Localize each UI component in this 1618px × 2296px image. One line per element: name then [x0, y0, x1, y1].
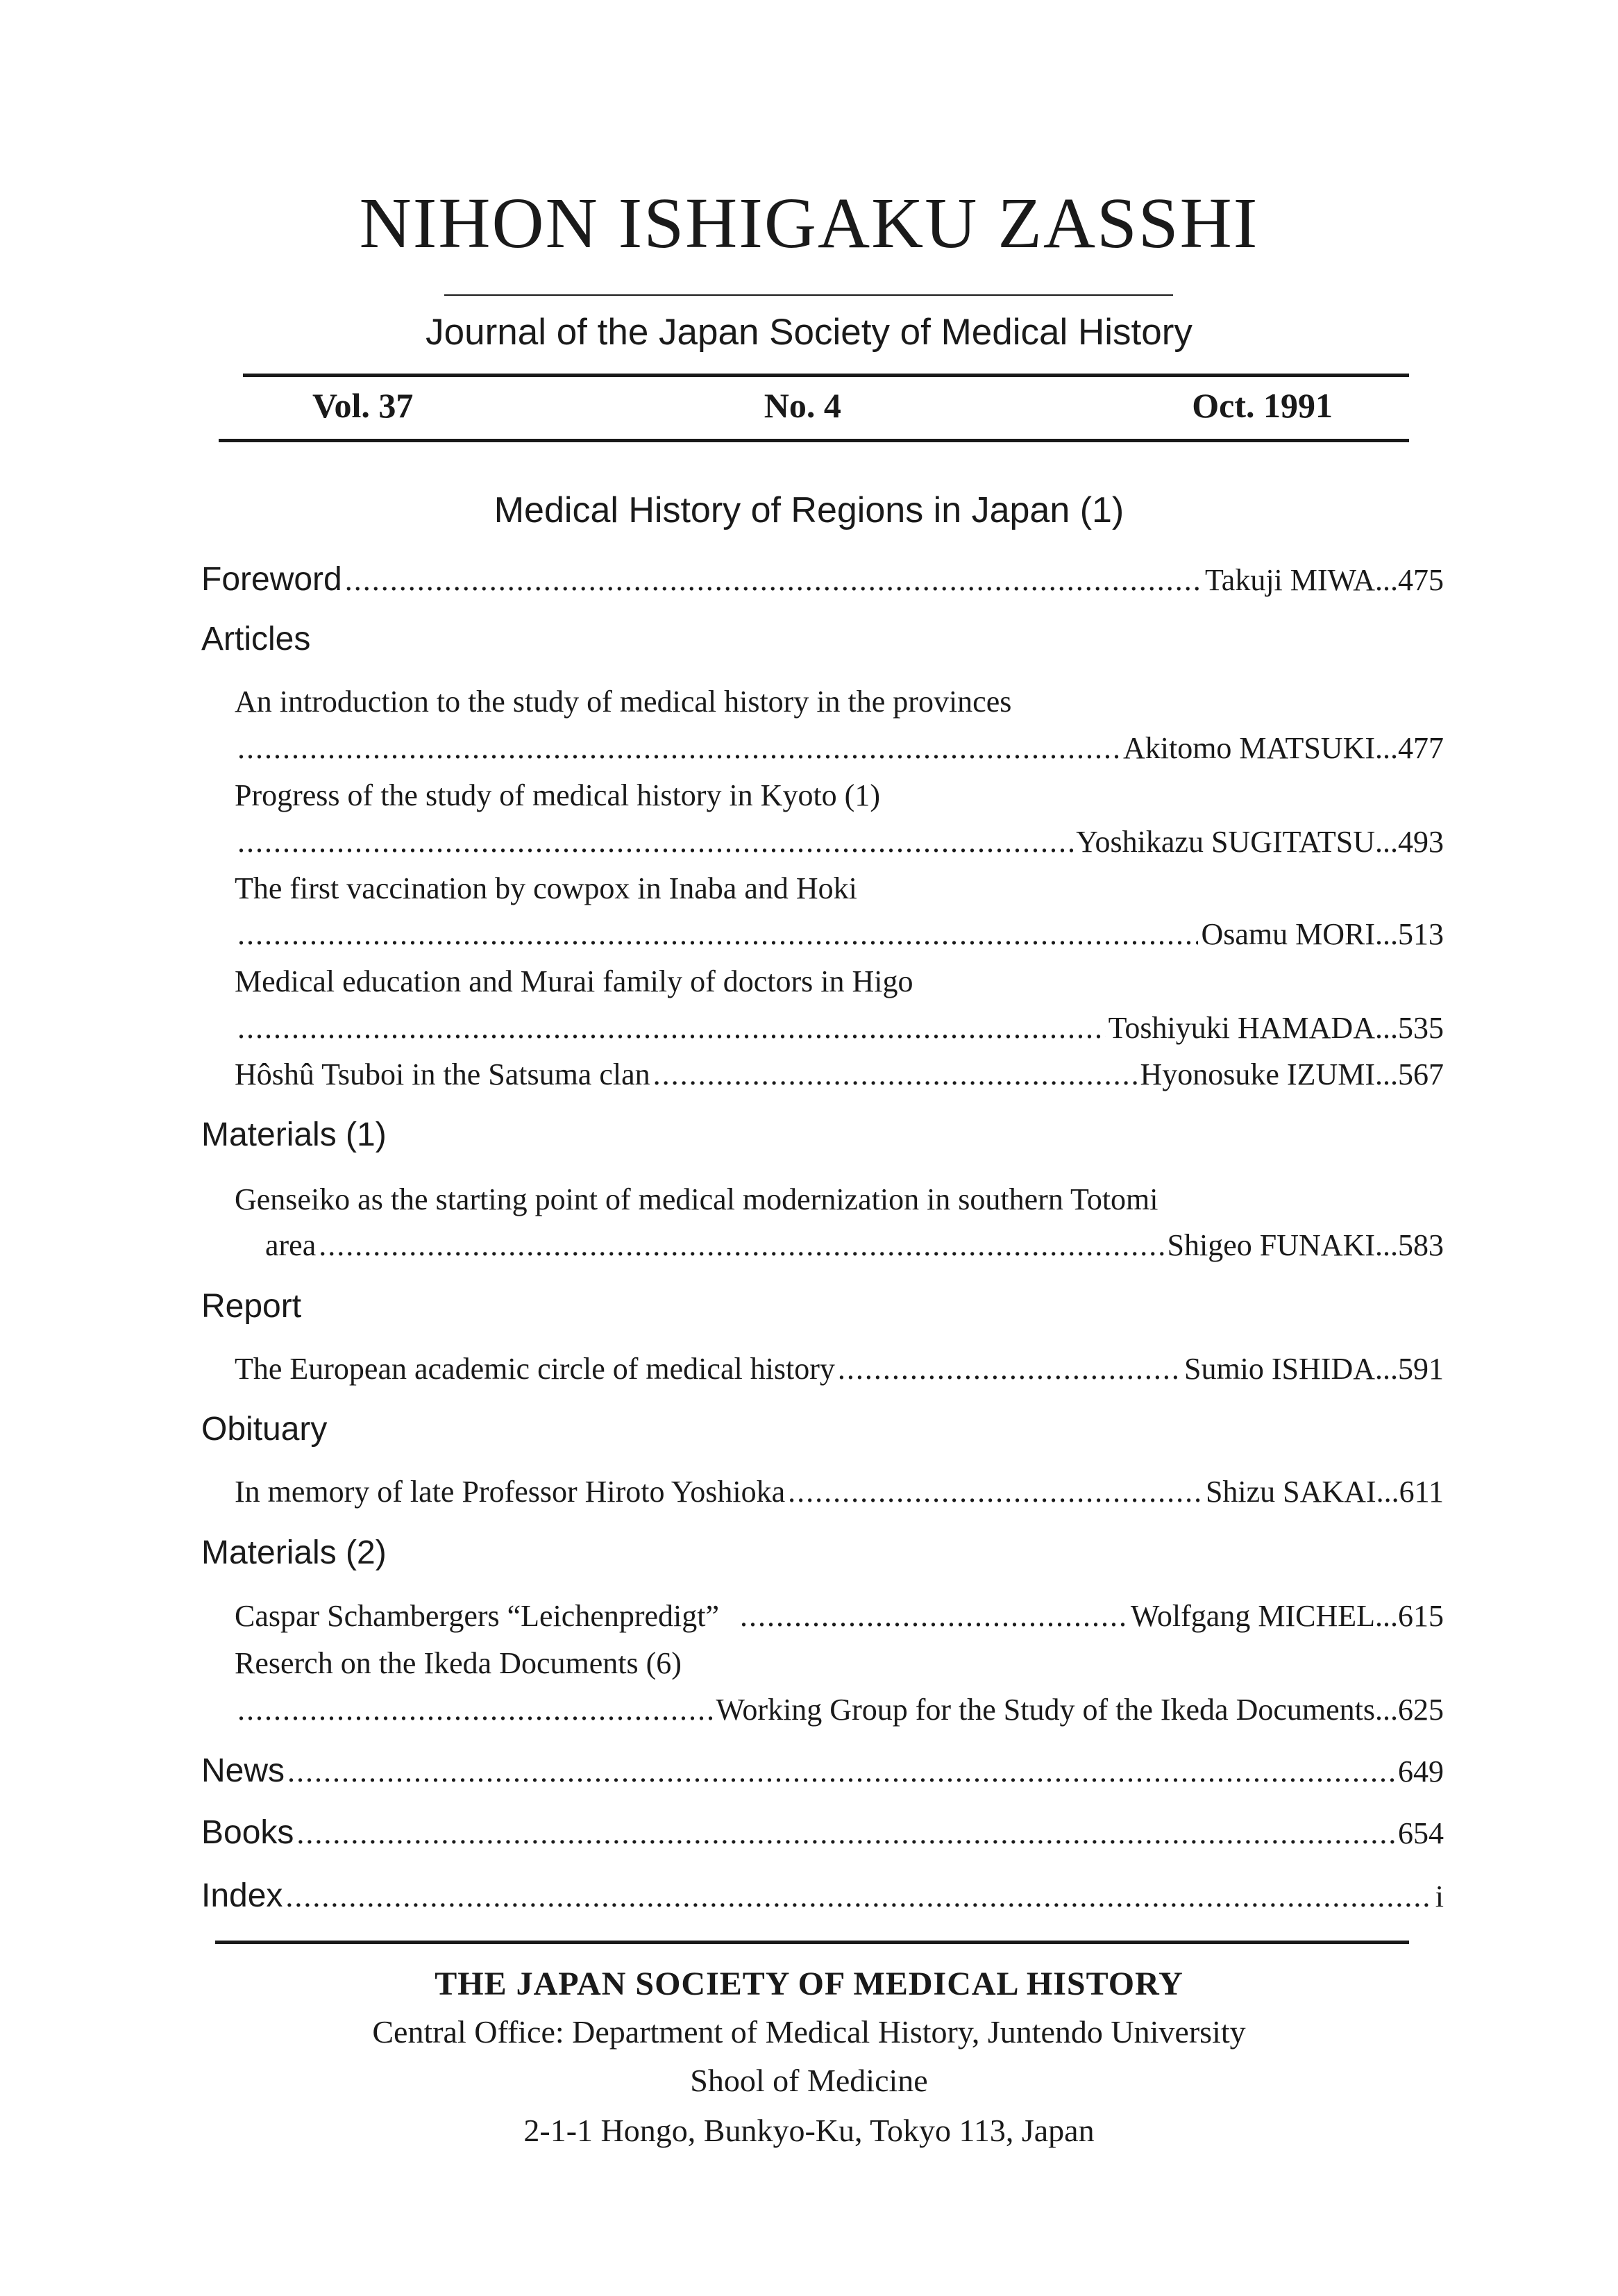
toc-entry: Hôshû Tsuboi in the Satsuma clan ..... Hyonosuke IZUMI ... 567 [235, 1057, 1444, 1093]
article-page: 567 [1398, 1057, 1444, 1091]
dot-leader [345, 562, 1202, 599]
materials2-title: Caspar Schambergers “Leichenpredigt” [235, 1599, 720, 1633]
foreword-page: 475 [1398, 563, 1444, 597]
article-author: Osamu MORI [1201, 917, 1375, 951]
toc-foreword: Foreword ..... Takuji MIWA ... 475 [201, 560, 1444, 600]
dot-leader [319, 1227, 1164, 1264]
article-author: Yoshikazu SUGITATSU [1076, 825, 1375, 859]
toc-entry: ..... Toshiyuki HAMADA ... 535 [235, 1010, 1444, 1047]
materials1-title-cont: area [265, 1228, 317, 1262]
article-title: Progress of the study of medical history in Kyoto (1) [235, 778, 880, 812]
materials1-author: Shigeo FUNAKI [1167, 1228, 1375, 1262]
books-page: 654 [1398, 1816, 1444, 1850]
article-title: An introduction to the study of medical history in the provinces [235, 685, 1012, 719]
dot-leader [237, 1010, 1106, 1047]
section-heading-obituary: Obituary [201, 1411, 328, 1448]
section-heading-materials-2: Materials (2) [201, 1534, 387, 1571]
date-label: Oct. 1991 [1192, 386, 1333, 425]
toc-entry: ..... Working Group for the Study of the Ikeda Documents ... 625 [235, 1692, 1444, 1729]
footer-rule [215, 1941, 1409, 1944]
news-page: 649 [1398, 1754, 1444, 1788]
materials2-page: 615 [1398, 1599, 1444, 1633]
toc-entry: ..... Akitomo MATSUKI ... 477 [235, 730, 1444, 767]
index-label: Index [201, 1877, 283, 1914]
toc-entry: ..... Yoshikazu SUGITATSU ... 493 [235, 824, 1444, 861]
society-name: THE JAPAN SOCIETY OF MEDICAL HISTORY [435, 1966, 1183, 2002]
dot-leader [740, 1598, 1128, 1635]
school-name: Shool of Medicine [690, 2063, 928, 2098]
title-underline [444, 294, 1173, 296]
materials2-author: Wolfgang MICHEL [1130, 1599, 1375, 1633]
dot-leader [838, 1351, 1181, 1388]
issue-info-row [312, 385, 1333, 426]
report-page: 591 [1398, 1352, 1444, 1386]
article-title: Medical education and Murai family of doctors in Higo [235, 964, 913, 998]
article-title: The first vaccination by cowpox in Inaba and Hoki [235, 871, 857, 905]
article-page: 535 [1398, 1011, 1444, 1045]
dot-leader [788, 1474, 1203, 1511]
toc-entry: In memory of late Professor Hiroto Yoshioka ..... Shizu SAKAI ... 611 [235, 1474, 1444, 1511]
toc-books [201, 1813, 1444, 1853]
materials1-page: 583 [1398, 1228, 1444, 1262]
journal-title: NIHON ISHIGAKU ZASSHI [359, 183, 1259, 263]
toc-index [201, 1876, 1444, 1916]
report-title: The European academic circle of medical history [235, 1352, 835, 1386]
obituary-page: 611 [1399, 1475, 1444, 1509]
header-rule-bottom [219, 439, 1409, 442]
section-heading-materials-1: Materials (1) [201, 1116, 387, 1153]
materials1-title: Genseiko as the starting point of medical modernization in southern Totomi [235, 1182, 1158, 1216]
header-rule-top [243, 374, 1409, 377]
toc-news [201, 1751, 1444, 1791]
report-author: Sumio ISHIDA [1183, 1352, 1375, 1386]
materials2-author: Working Group for the Study of the Ikeda Documents [716, 1693, 1375, 1727]
news-label: News [201, 1752, 285, 1789]
obituary-author: Shizu SAKAI [1205, 1475, 1376, 1509]
dot-leader [237, 730, 1120, 767]
obituary-title: In memory of late Professor Hiroto Yoshioka [235, 1475, 786, 1509]
article-page: 477 [1398, 731, 1444, 765]
article-author: Hyonosuke IZUMI [1140, 1057, 1375, 1091]
toc-entry: area ..... Shigeo FUNAKI ... 583 [265, 1227, 1444, 1264]
article-author: Akitomo MATSUKI [1122, 731, 1375, 765]
dot-leader [653, 1057, 1138, 1093]
books-label: Books [201, 1814, 294, 1851]
dot-leader [237, 916, 1198, 953]
section-heading-articles: Articles [201, 621, 311, 657]
foreword-label: Foreword [201, 561, 342, 598]
dot-leader [287, 1754, 1395, 1791]
toc-entry: Caspar Schambergers “Leichenpredigt” ..... Wolfgang MICHEL ... 615 [235, 1598, 1444, 1635]
article-author: Toshiyuki HAMADA [1108, 1011, 1375, 1045]
article-page: 493 [1398, 825, 1444, 859]
dot-leader [237, 1692, 713, 1729]
toc-entry: ..... Osamu MORI ... 513 [235, 916, 1444, 953]
central-office: Central Office: Department of Medical History, Juntendo University [372, 2014, 1246, 2050]
journal-subtitle: Journal of the Japan Society of Medical History [425, 312, 1193, 353]
dot-leader [285, 1879, 1432, 1916]
toc-entry: The European academic circle of medical history ..... Sumio ISHIDA ... 591 [235, 1351, 1444, 1388]
foreword-author: Takuji MIWA [1205, 563, 1375, 597]
materials2-page: 625 [1398, 1693, 1444, 1727]
volume-label: Vol. 37 [312, 386, 414, 425]
materials2-title: Reserch on the Ikeda Documents (6) [235, 1646, 682, 1680]
index-page: i [1435, 1879, 1444, 1913]
article-page: 513 [1398, 917, 1444, 951]
article-title: Hôshû Tsuboi in the Satsuma clan [235, 1057, 650, 1091]
section-heading-report: Report [201, 1288, 302, 1325]
number-label: No. 4 [764, 386, 841, 425]
issue-theme: Medical History of Regions in Japan (1) [494, 490, 1124, 530]
address: 2-1-1 Hongo, Bunkyo-Ku, Tokyo 113, Japan [523, 2113, 1095, 2148]
dot-leader [237, 824, 1073, 861]
dot-leader [296, 1816, 1395, 1852]
